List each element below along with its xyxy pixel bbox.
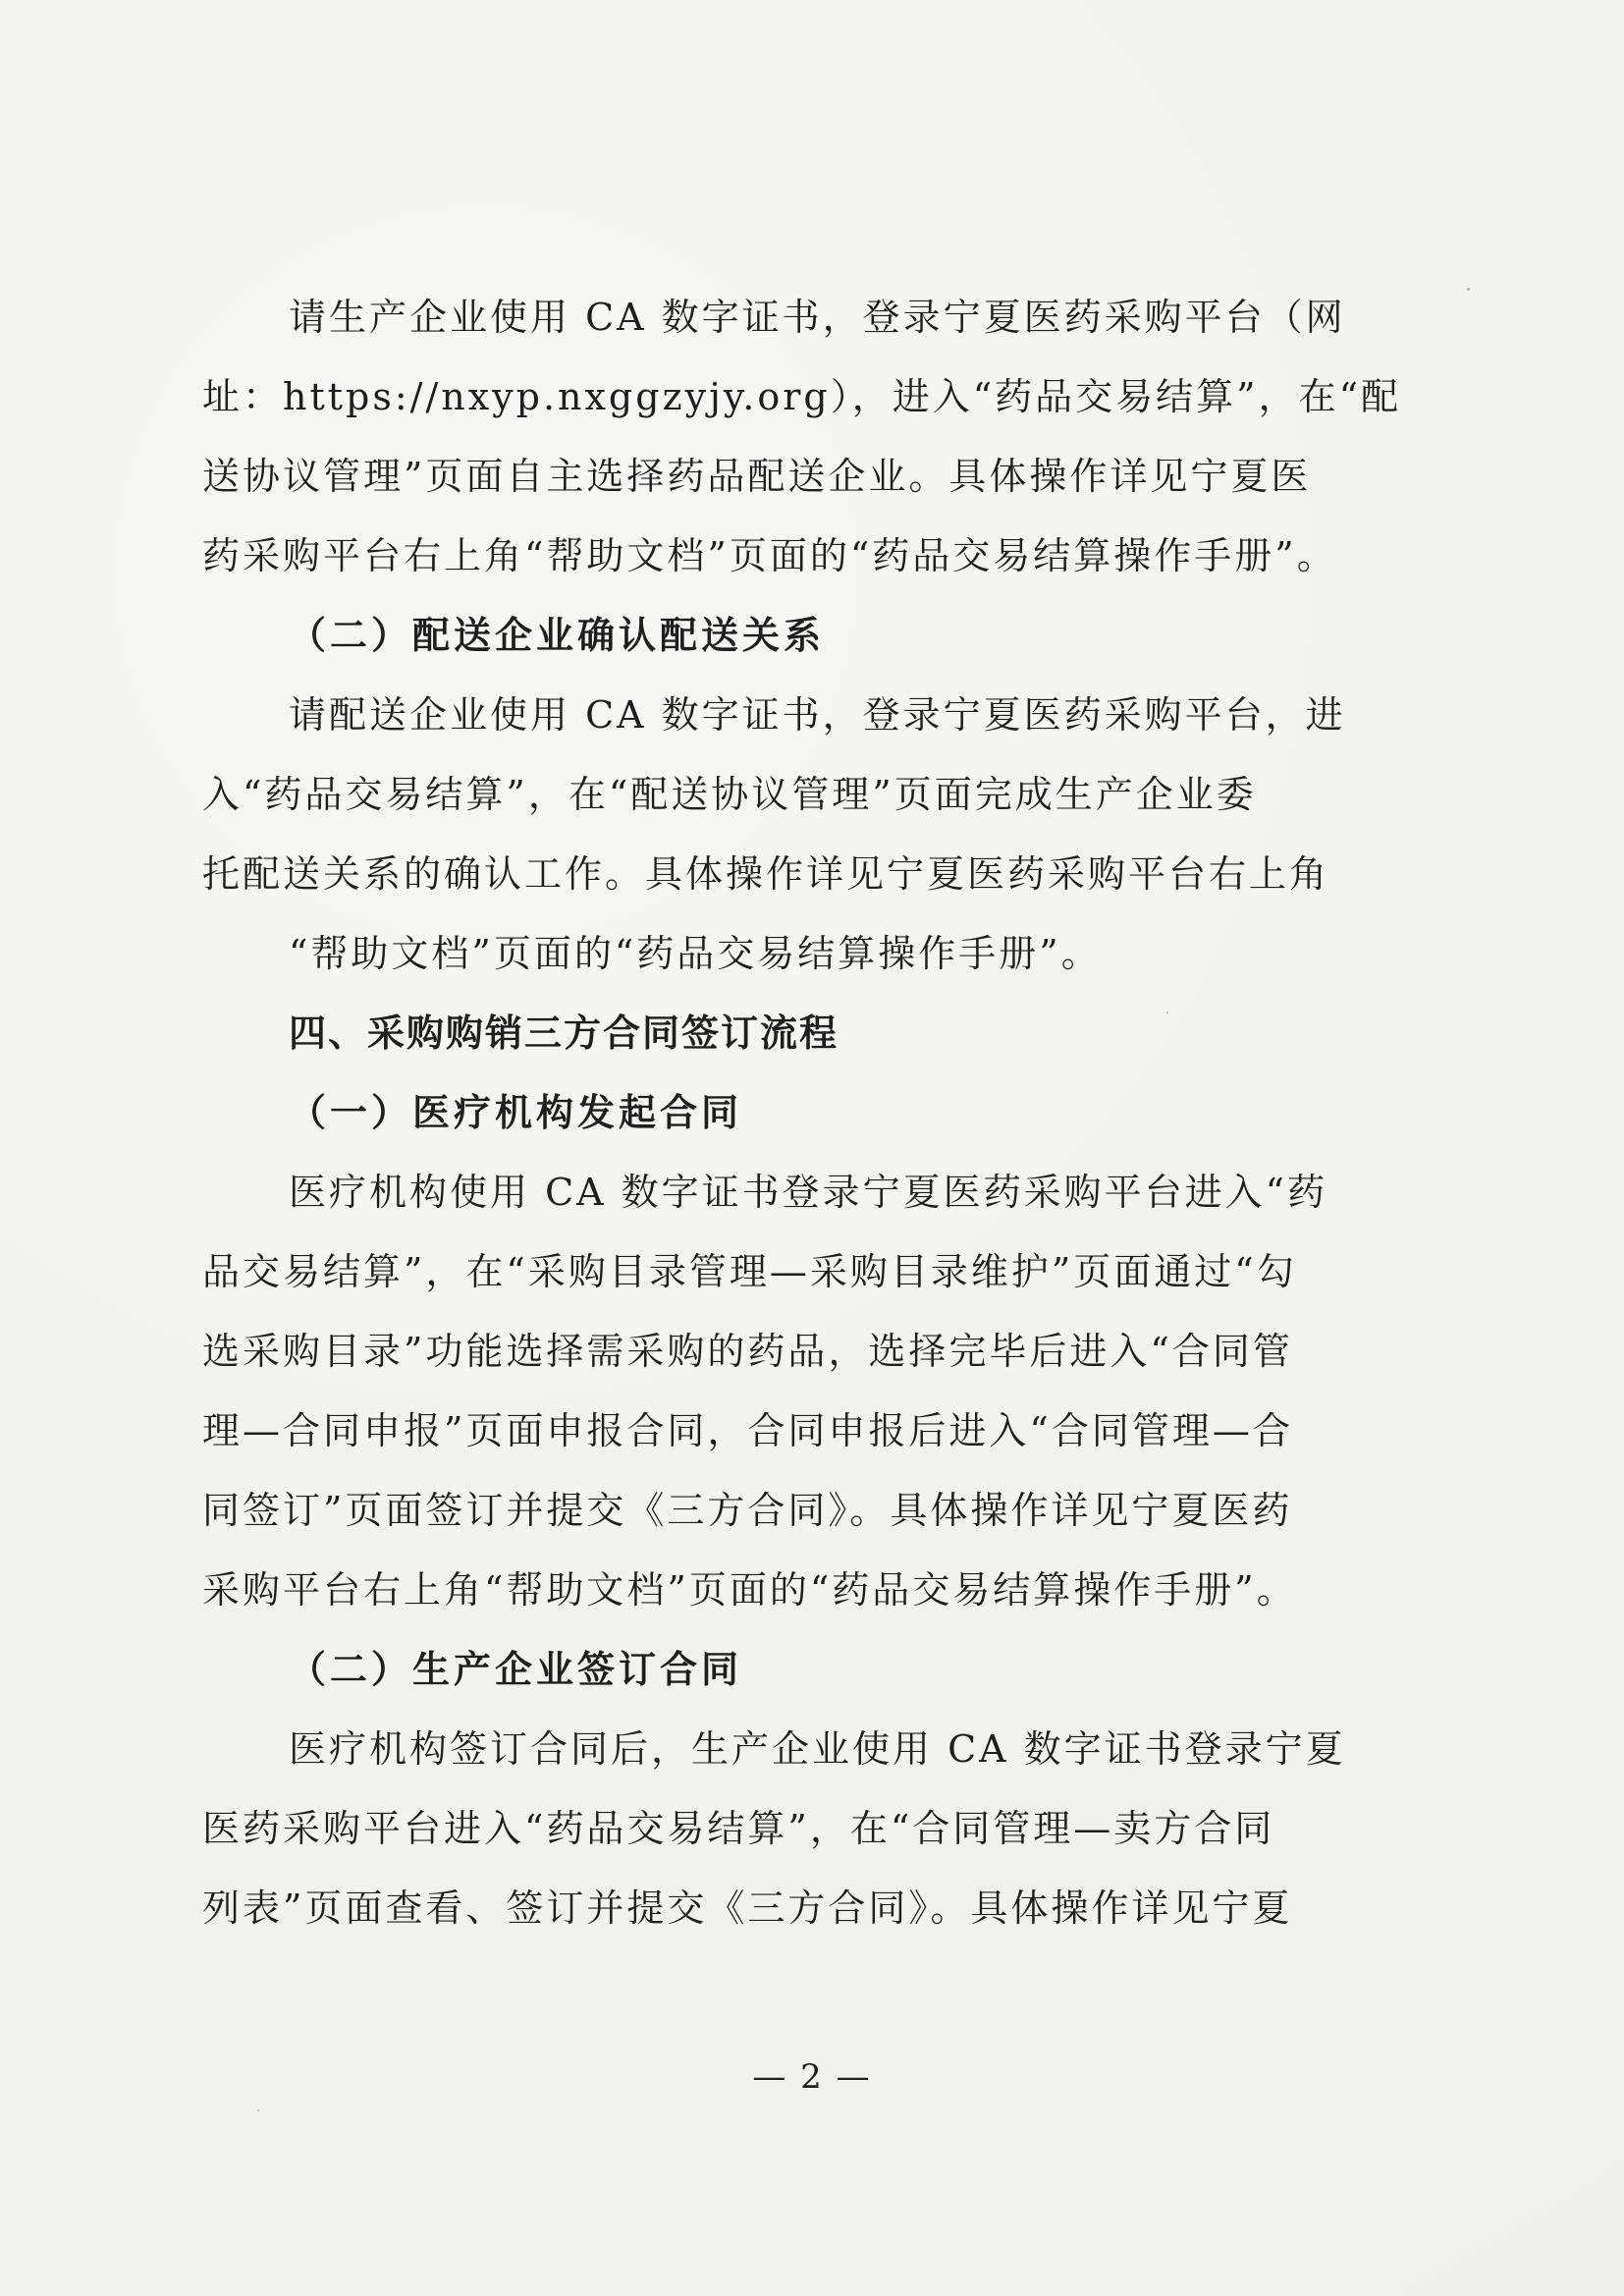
paragraph-line: “帮助文档”页面的“药品交易结算操作手册”。 (289, 932, 1102, 975)
paragraph-line: 品交易结算”，在“采购目录管理—采购目录维护”页面通过“勾 (202, 1250, 1297, 1293)
paragraph-line: 理—合同申报”页面申报合同，合同申报后进入“合同管理—合 (202, 1409, 1293, 1452)
paragraph-line: 医药采购平台进入“药品交易结算”，在“合同管理—卖方合同 (202, 1807, 1275, 1850)
paragraph-line: 医疗机构签订合同后，生产企业使用 CA 数字证书登录宁夏 (289, 1727, 1346, 1771)
paragraph-line: 托配送关系的确认工作。具体操作详见宁夏医药采购平台右上角 (202, 852, 1330, 896)
paragraph-line: 药采购平台右上角“帮助文档”页面的“药品交易结算操作手册”。 (202, 534, 1337, 577)
paragraph-line: 址：https://nxyp.nxggzyjy.org），进入“药品交易结算”，在“配 (202, 375, 1402, 418)
section-subheading: （一）医疗机构发起合同 (289, 1090, 743, 1134)
paragraph-line: 同签订”页面签订并提交《三方合同》。具体操作详见宁夏医药 (202, 1489, 1293, 1532)
paragraph-line: 采购平台右上角“帮助文档”页面的“药品交易结算操作手册”。 (202, 1568, 1297, 1612)
section-subheading: （二）配送企业确认配送关系 (289, 613, 826, 657)
scan-speck (1166, 1011, 1168, 1013)
scan-speck (257, 2109, 259, 2111)
section-heading: 四、采购购销三方合同签订流程 (289, 1011, 839, 1055)
paragraph-line: 医疗机构使用 CA 数字证书登录宁夏医药采购平台进入“药 (289, 1171, 1328, 1214)
paragraph-line: 送协议管理”页面自主选择药品配送企业。具体操作详见宁夏医 (202, 455, 1312, 498)
paragraph-line: 列表”页面查看、签订并提交《三方合同》。具体操作详见宁夏 (202, 1886, 1293, 1930)
paragraph-line: 请生产企业使用 CA 数字证书，登录宁夏医药采购平台（网 (289, 296, 1346, 339)
paragraph-line: 请配送企业使用 CA 数字证书，登录宁夏医药采购平台，进 (289, 693, 1346, 737)
page-number: — 2 — (752, 2057, 872, 2097)
paragraph-line: 入“药品交易结算”，在“配送协议管理”页面完成生产企业委 (202, 773, 1257, 816)
section-subheading: （二）生产企业签订合同 (289, 1647, 743, 1691)
scan-speck (1467, 288, 1470, 291)
paragraph-line: 选采购目录”功能选择需采购的药品，选择完毕后进入“合同管 (202, 1330, 1293, 1373)
